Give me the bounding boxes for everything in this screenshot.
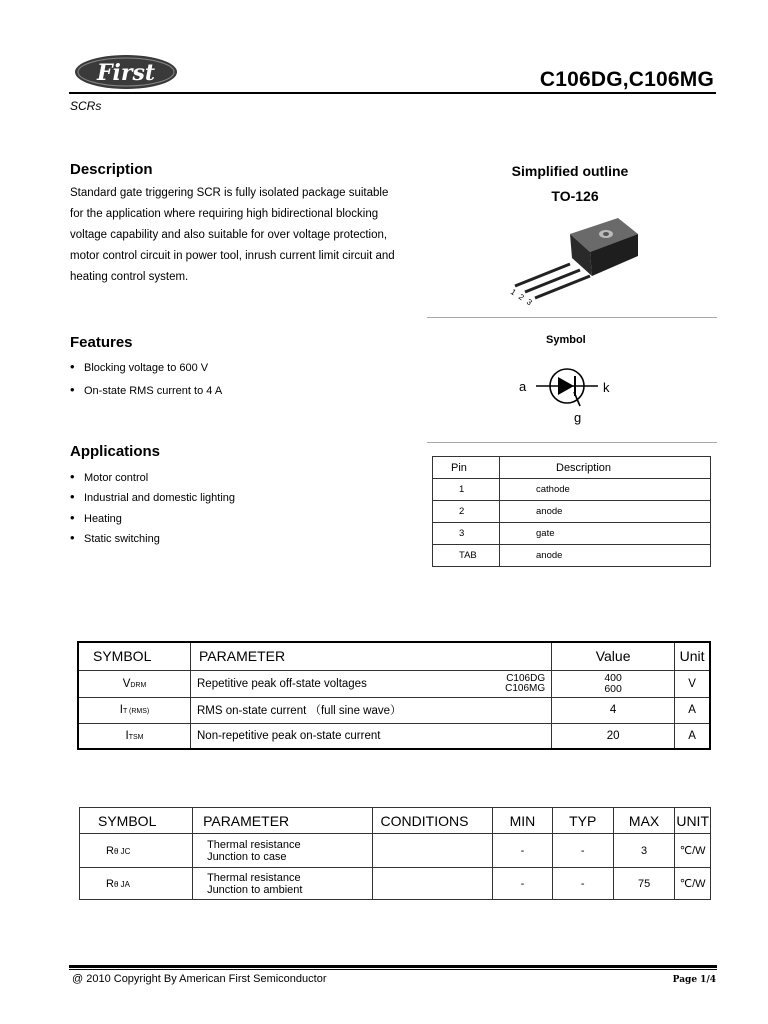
ratings-header-row: [78, 642, 710, 670]
parameter-header: PARAMETER: [193, 808, 372, 834]
unit-header: UNIT: [675, 808, 711, 834]
header-divider: [69, 92, 716, 94]
pin-description-cell: gate: [500, 523, 711, 545]
applications-heading: Applications: [70, 443, 161, 460]
conditions-cell: [372, 868, 493, 900]
application-item: • Industrial and domestic lighting: [70, 489, 236, 504]
typ-header: TYP: [552, 808, 613, 834]
pin-description-cell: anode: [500, 545, 711, 567]
value-cell: 4: [552, 697, 675, 723]
parameter-cell: Non-repetitive peak on-state current: [191, 723, 552, 749]
table-row: [78, 697, 710, 723]
table-row: [80, 834, 711, 868]
symbol-cell: IT (RMS): [78, 697, 191, 723]
footer-divider-thin: [69, 969, 717, 970]
subtitle: SCRs: [70, 99, 102, 113]
symbol-cell: VDRM: [78, 670, 191, 697]
pin-table-header: [433, 457, 711, 479]
unit-header: Unit: [675, 642, 710, 670]
pin-description-cell: cathode: [500, 479, 711, 501]
max-cell: 75: [613, 868, 674, 900]
typ-cell: -: [552, 834, 613, 868]
table-row: [78, 670, 710, 697]
parameter-cell: Thermal resistance Junction to ambient: [193, 868, 372, 900]
unit-cell: ℃/W: [675, 834, 711, 868]
table-row: [433, 501, 711, 523]
pin-description-cell: anode: [500, 501, 711, 523]
ratings-table: [77, 641, 711, 750]
pin-number-label: 2: [516, 292, 526, 303]
anode-label: a: [519, 379, 527, 394]
symbol-cell: Rθ JC: [80, 834, 193, 868]
pin-cell: 1: [433, 479, 500, 501]
max-header: MAX: [613, 808, 674, 834]
part-cell: C106DG C106MG: [475, 670, 551, 697]
value-cell: 400 600: [552, 670, 675, 697]
pin-number-label: 1: [508, 287, 518, 298]
description-line: Standard gate triggering SCR is fully isolated package suitable: [70, 187, 389, 199]
description-line: heating control system.: [70, 271, 189, 283]
symbol-header: SYMBOL: [78, 642, 191, 670]
unit-cell: A: [675, 723, 710, 749]
min-cell: -: [493, 868, 552, 900]
pin-cell: 2: [433, 501, 500, 523]
max-cell: 3: [613, 834, 674, 868]
feature-item: • On-state RMS current to 4 A: [70, 382, 223, 397]
typ-cell: -: [552, 868, 613, 900]
pin-number-label: 3: [524, 297, 534, 307]
description-header: Description: [500, 457, 711, 479]
pin-cell: 3: [433, 523, 500, 545]
cathode-label: k: [603, 380, 610, 395]
to126-package-drawing: [500, 212, 650, 307]
scr-symbol: [510, 368, 620, 428]
value-header: Value: [552, 642, 675, 670]
description-heading: Description: [70, 161, 153, 178]
package-name: TO-126: [551, 188, 599, 204]
section-divider: [427, 317, 717, 318]
application-item: • Static switching: [70, 530, 160, 545]
unit-cell: A: [675, 697, 710, 723]
unit-cell: V: [675, 670, 710, 697]
table-row: [433, 479, 711, 501]
gate-label: g: [574, 410, 582, 425]
pin-cell: TAB: [433, 545, 500, 567]
description-line: voltage capability and also suitable for over voltage protection,: [70, 229, 388, 241]
thermal-header-row: [80, 808, 711, 834]
feature-item: • Blocking voltage to 600 V: [70, 359, 209, 374]
min-header: MIN: [493, 808, 552, 834]
table-row: [433, 523, 711, 545]
symbol-cell: ITSM: [78, 723, 191, 749]
conditions-cell: [372, 834, 493, 868]
symbol-header: SYMBOL: [80, 808, 193, 834]
application-item: • Heating: [70, 510, 122, 525]
logo-text: First: [96, 60, 156, 86]
table-row: [78, 723, 710, 749]
parameter-header: PARAMETER: [191, 642, 552, 670]
features-heading: Features: [70, 334, 133, 351]
outline-heading: Simplified outline: [511, 163, 629, 179]
conditions-header: CONDITIONS: [372, 808, 493, 834]
description-line: motor control circuit in power tool, inrush current limit circuit and: [70, 250, 395, 262]
symbol-cell: Rθ JA: [80, 868, 193, 900]
symbol-heading: Symbol: [546, 334, 586, 346]
pin-header: Pin: [433, 457, 500, 479]
table-row: [80, 868, 711, 900]
section-divider: [427, 442, 717, 443]
parameter-cell: Repetitive peak off-state voltages: [191, 670, 476, 697]
copyright-text: @ 2010 Copyright By American First Semiconductor: [72, 973, 327, 985]
footer-divider: [69, 965, 717, 968]
description-text: [70, 183, 430, 288]
min-cell: -: [493, 834, 552, 868]
thermal-table: [79, 807, 711, 900]
page-number: Page 1/4: [672, 975, 716, 985]
application-item: • Motor control: [70, 469, 149, 484]
value-cell: 20: [552, 723, 675, 749]
description-line: for the application where requiring high bidirectional blocking: [70, 208, 379, 220]
company-logo: [74, 54, 178, 90]
parameter-cell: RMS on-state current （full sine wave）: [191, 697, 552, 723]
page-title: C106DG,C106MG: [539, 68, 714, 91]
parameter-cell: Thermal resistance Junction to case: [193, 834, 372, 868]
unit-cell: ℃/W: [675, 868, 711, 900]
pin-table: [432, 456, 711, 567]
table-row: [433, 545, 711, 567]
